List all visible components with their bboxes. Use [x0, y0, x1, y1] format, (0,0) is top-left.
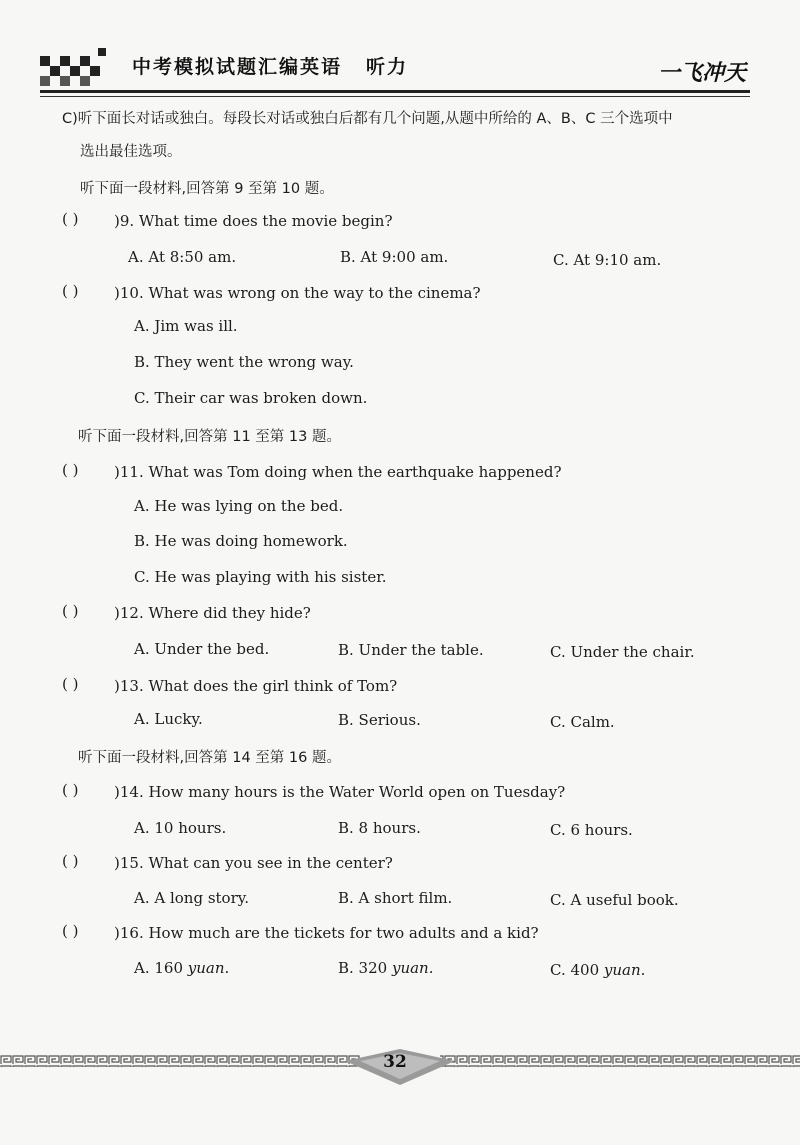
option-b: B. 320 yuan. [338, 959, 434, 977]
answer-blank[interactable]: ( ) [62, 675, 79, 693]
option-c: C. 400 yuan. [550, 961, 646, 979]
option-a: A. He was lying on the bed. [134, 497, 344, 515]
option-b: B. He was doing homework. [134, 532, 348, 550]
option-b: B. Under the table. [338, 641, 484, 659]
option-a: A. Under the bed. [134, 640, 270, 658]
header-divider-thin [40, 96, 750, 97]
answer-blank[interactable]: ( ) [62, 602, 79, 620]
answer-blank[interactable]: ( ) [62, 210, 79, 228]
option-c: C. At 9:10 am. [553, 251, 662, 269]
option-b: B. A short film. [338, 889, 453, 907]
option-c: C. Calm. [550, 713, 615, 731]
question-text: )12. Where did they hide? [114, 604, 311, 622]
header-divider [40, 90, 750, 93]
option-c: C. A useful book. [550, 891, 679, 909]
option-b: B. 8 hours. [338, 819, 421, 837]
option-b: B. They went the wrong way. [134, 353, 354, 371]
option-c: C. Under the chair. [550, 643, 695, 661]
option-b: B. Serious. [338, 711, 421, 729]
answer-blank[interactable]: ( ) [62, 922, 79, 940]
option-c: C. Their car was broken down. [134, 389, 368, 407]
question-text: )10. What was wrong on the way to the cinema? [114, 284, 481, 302]
answer-blank[interactable]: ( ) [62, 282, 79, 300]
instructions-line-2: 选出最佳选项。 [80, 144, 182, 160]
brand-logo: 一飞冲天 [657, 61, 746, 86]
option-a: A. 10 hours. [134, 819, 227, 837]
option-b: B. At 9:00 am. [340, 248, 449, 266]
question-text: )11. What was Tom doing when the earthquake happened? [114, 463, 562, 481]
page-number: 32 [383, 1052, 407, 1072]
answer-blank[interactable]: ( ) [62, 852, 79, 870]
question-text: )16. How much are the tickets for two adults and a kid? [114, 924, 539, 942]
question-text: )9. What time does the movie begin? [114, 212, 393, 230]
checker-logo-icon [40, 48, 108, 86]
header-title: 中考模拟试题汇编英语 听力 [132, 56, 409, 78]
question-text: )13. What does the girl think of Tom? [114, 677, 398, 695]
instructions-line-1: C)听下面长对话或独白。每段长对话或独白后都有几个问题,从题中所给的 A、B、C 三个选项中 [62, 111, 673, 127]
option-a: A. 160 yuan. [134, 959, 230, 977]
option-a: A. A long story. [134, 889, 250, 907]
section-intro: 听下面一段材料,回答第 11 至第 13 题。 [78, 429, 341, 445]
section-intro: 听下面一段材料,回答第 14 至第 16 题。 [78, 750, 341, 766]
answer-blank[interactable]: ( ) [62, 461, 79, 479]
page-header [0, 0, 800, 100]
option-c: C. 6 hours. [550, 821, 633, 839]
question-text: )15. What can you see in the center? [114, 854, 393, 872]
section-intro: 听下面一段材料,回答第 9 至第 10 题。 [80, 181, 334, 197]
option-a: A. At 8:50 am. [128, 248, 237, 266]
question-text: )14. How many hours is the Water World open on Tuesday? [114, 783, 566, 801]
option-a: A. Lucky. [134, 710, 203, 728]
option-c: C. He was playing with his sister. [134, 568, 387, 586]
option-a: A. Jim was ill. [134, 317, 238, 335]
answer-blank[interactable]: ( ) [62, 781, 79, 799]
